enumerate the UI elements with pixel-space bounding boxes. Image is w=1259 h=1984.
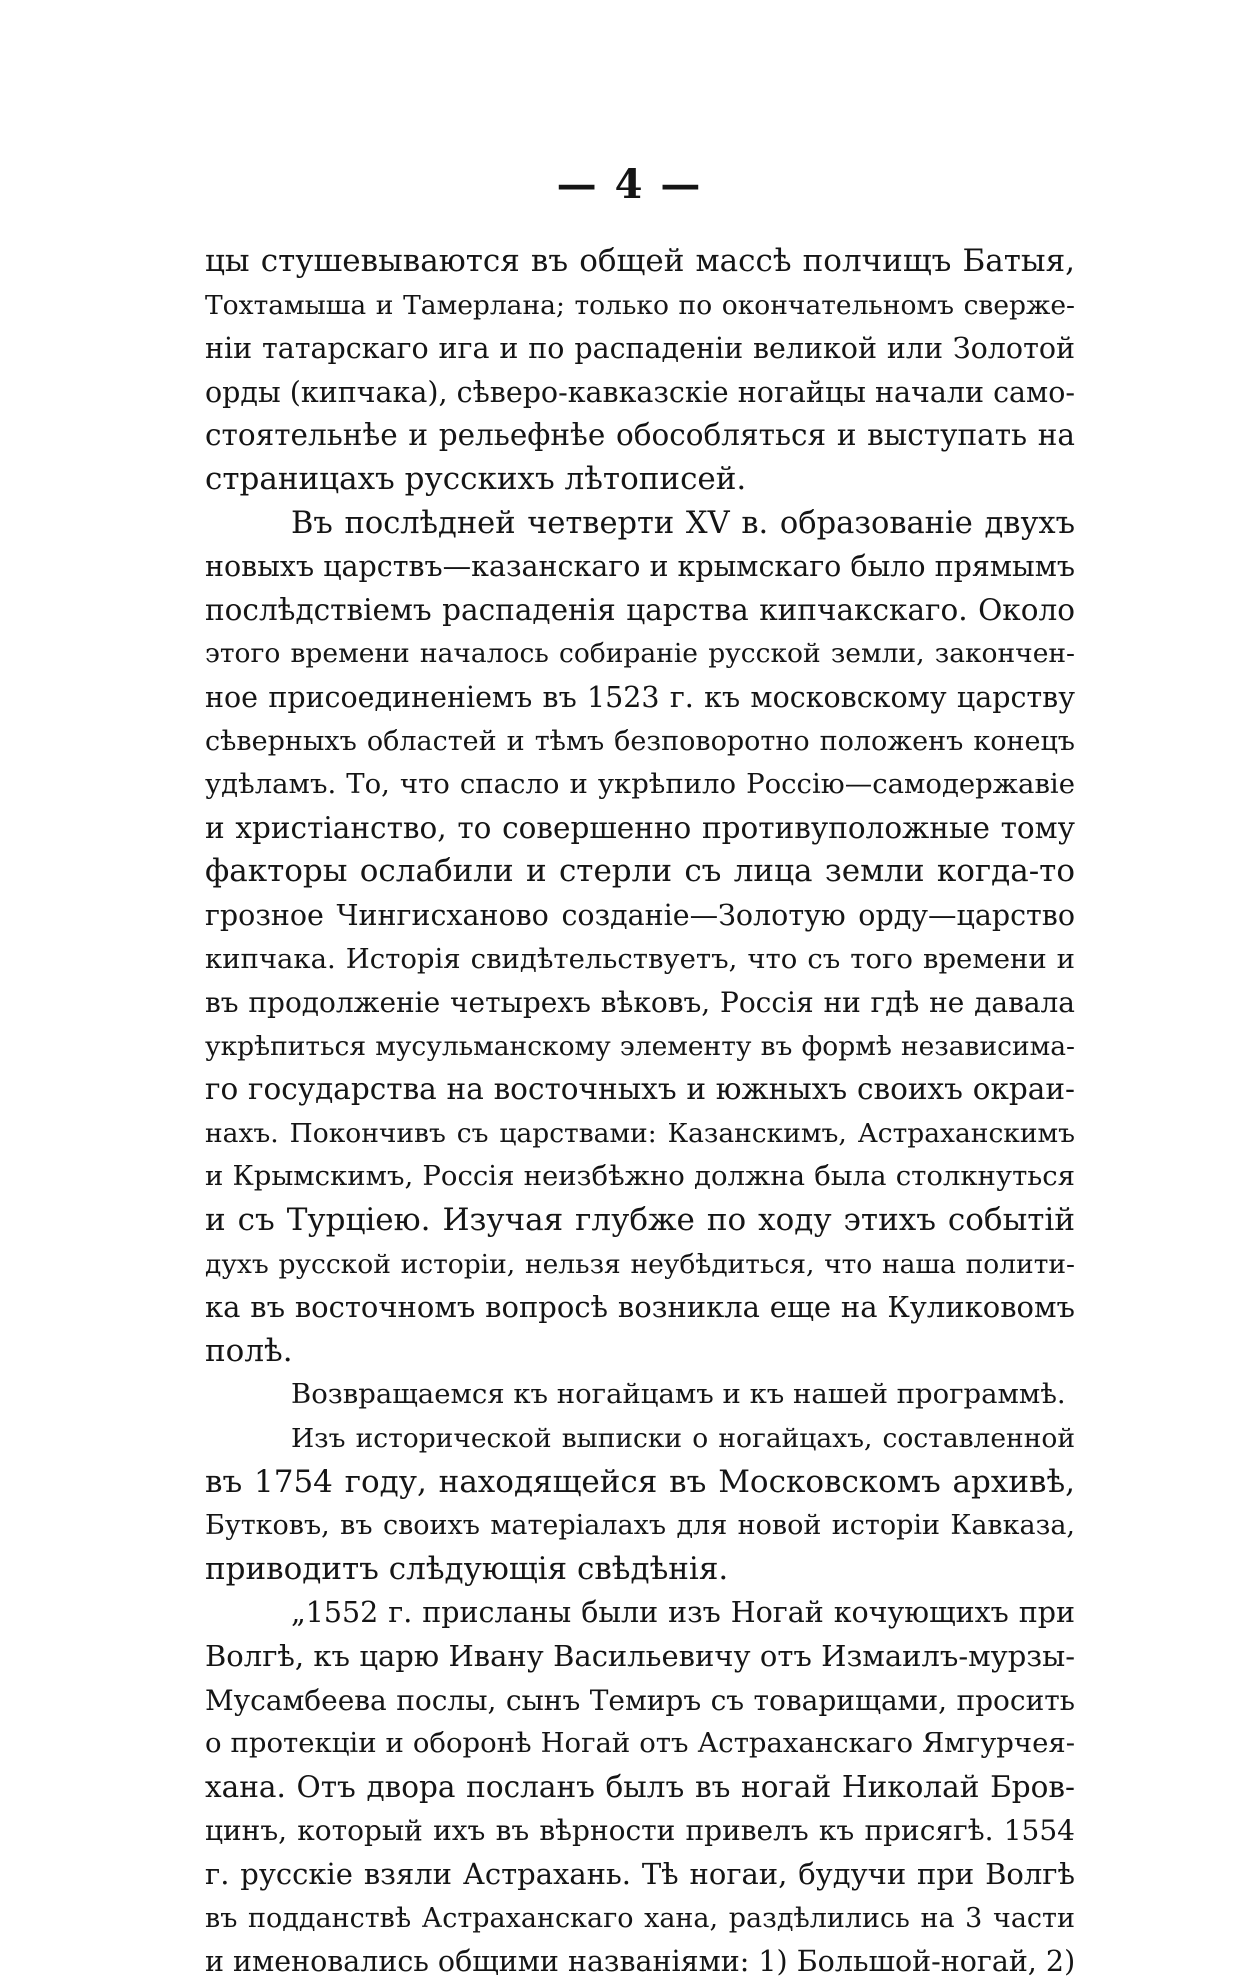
- text-line: нiи татарскаго ига и по распаденiи великой или Золотой: [205, 332, 1075, 366]
- text-line: нахъ. Покончивъ съ царствами: Казанскимъ, Астраханскимъ: [205, 1117, 1075, 1149]
- text-line: укрѣпиться мусульманскому элементу въ формѣ независима-: [205, 1030, 1075, 1062]
- text-line: г. русскiе взяли Астрахань. Тѣ ногаи, будучи при Волгѣ: [205, 1856, 1075, 1891]
- text-line: факторы ослабили и стерли съ лица земли когда-то: [205, 853, 1075, 890]
- text-line: этого времени началось собиранiе русской земли, закончен-: [205, 638, 1075, 670]
- text-line: грозное Чингисханово созданiе—Золотую орду—царство: [205, 898, 1075, 932]
- text-line: полѣ.: [205, 1332, 293, 1369]
- text-line: и именовались общими названiями: 1) Большой-ногай, 2): [205, 1945, 1075, 1979]
- text-line: цы стушевываются въ общей массѣ полчищъ Батыя,: [205, 243, 1075, 279]
- text-line: и христiанство, то совершенно противуположные тому: [205, 810, 1075, 845]
- text-line: новыхъ царствъ—казанскаго и крымскаго было прямымъ: [205, 550, 1075, 584]
- page-body-text: [205, 240, 1075, 1984]
- text-line: Волгѣ, къ царю Ивану Васильевичу отъ Измаилъ-мурзы-: [205, 1639, 1075, 1673]
- text-line: ка въ восточномъ вопросѣ возникла еще на Куликовомъ: [205, 1290, 1075, 1325]
- text-line: и съ Турцiею. Изучая глубже по ходу этихъ событiй: [205, 1202, 1075, 1239]
- text-line: стоятельнѣе и рельефнѣе обособляться и выступать на: [205, 418, 1075, 453]
- text-line: „1552 г. присланы были изъ Ногай кочующихъ при: [291, 1596, 1075, 1630]
- text-line: страницахъ русскихъ лѣтописей.: [205, 460, 747, 497]
- text-line: хана. Отъ двора посланъ былъ въ ногай Николай Бров-: [205, 1769, 1075, 1804]
- text-line: го государства на восточныхъ и южныхъ своихъ окраи-: [205, 1072, 1075, 1107]
- text-line: и Крымскимъ, Россiя неизбѣжно должна была столкнуться: [205, 1160, 1075, 1193]
- text-line: послѣдствiемъ распаденiя царства кипчакскаго. Около: [205, 592, 1075, 627]
- text-line: орды (кипчака), сѣверо-кавказскiе ногайцы начали само-: [205, 375, 1075, 409]
- text-line: цинъ, который ихъ въ вѣрности привелъ къ присягѣ. 1554: [205, 1814, 1075, 1848]
- text-line: Тохтамыша и Тамерлана; только по окончательномъ сверже-: [205, 289, 1075, 321]
- text-line: Бутковъ, въ своихъ матерiалахъ для новой исторiи Кавказа,: [205, 1510, 1075, 1542]
- text-line: Изъ исторической выписки о ногайцахъ, составленной: [291, 1423, 1075, 1455]
- text-line: удѣламъ. То, что спасло и укрѣпило Россiю—самодержавiе: [205, 768, 1075, 801]
- text-line: въ подданствѣ Астраханскаго хана, раздѣлились на 3 части: [205, 1902, 1075, 1934]
- text-line: Возвращаемся къ ногайцамъ и къ нашей программѣ.: [291, 1378, 1066, 1411]
- text-line: кипчака. Исторiя свидѣтельствуетъ, что съ того времени и: [205, 942, 1075, 975]
- page-number: — 4 —: [556, 161, 703, 208]
- text-line: духъ русской исторiи, нельзя неубѣдиться, что наша полити-: [205, 1248, 1075, 1280]
- text-line: ное присоединенiемъ въ 1523 г. къ московскому царству: [205, 680, 1075, 714]
- text-line: Мусамбеева послы, сынъ Темиръ съ товарищами, просить: [205, 1683, 1075, 1717]
- text-line: Въ послѣдней четверти XV в. образованiе двухъ: [291, 505, 1075, 541]
- text-line: о протекцiи и оборонѣ Ногай отъ Астраханскаго Ямгурчея-: [205, 1727, 1075, 1760]
- text-line: въ 1754 году, находящейся въ Московскомъ архивѣ,: [205, 1463, 1075, 1500]
- text-line: сѣверныхъ областей и тѣмъ безповоротно положенъ конецъ: [205, 725, 1075, 757]
- text-line: приводитъ слѣдующiя свѣдѣнiя.: [205, 1550, 729, 1587]
- text-line: въ продолженiе четырехъ вѣковъ, Россiя ни гдѣ не давала: [205, 986, 1075, 1020]
